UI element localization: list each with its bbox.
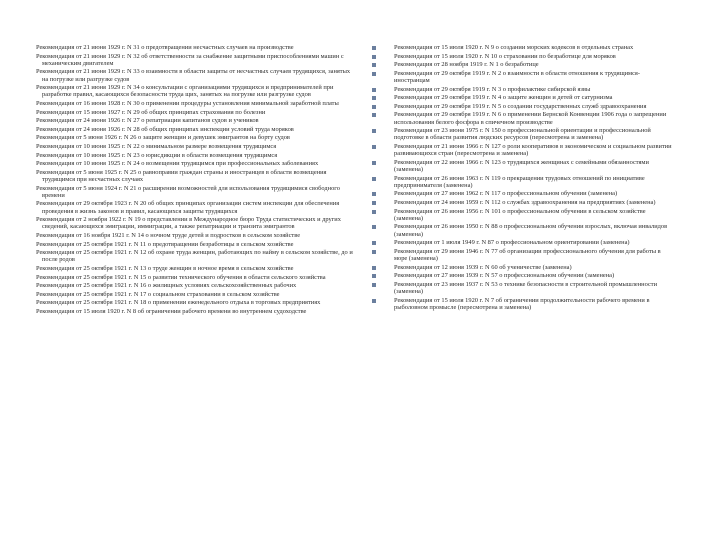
recommendation-text: Рекомендация от 15 июля 1920 г. N 10 о страховании по безработице для моряков — [394, 52, 616, 60]
square-bullet-icon — [372, 96, 376, 100]
recommendation-text: Рекомендация от 29 октября 1919 г. N 4 о защите женщин и детей от сатурнизма — [394, 94, 613, 102]
recommendation-text: Рекомендация от 29 октября 1919 г. N 6 о применении Бернской Конвенции 1906 года о запрещении использования белого фосфора в спичечном производстве — [394, 111, 667, 126]
recommendation-text: Рекомендация от 12 июня 1939 г. N 60 об ученичестве (заменена) — [394, 263, 572, 271]
recommendation-item — [36, 299, 354, 306]
recommendation-item — [36, 152, 354, 159]
recommendation-text: Рекомендация от 16 ноября 1921 г. N 14 о ночном труде детей и подростков в сельском хозяйстве — [36, 231, 301, 239]
recommendation-text: Рекомендация от 5 июня 1926 г. N 26 о защите женщин и девушек эмигрантов на борту судов — [36, 134, 290, 142]
recommendation-item — [36, 274, 354, 281]
recommendation-text: Рекомендация от 5 июня 1924 г. N 21 о расширении возможностей для использования трудящимися свободного времени — [36, 184, 340, 199]
recommendation-text: Рекомендация от 24 июня 1926 г. N 27 о репатриации капитанов судов и учеников — [36, 117, 259, 125]
square-bullet-icon — [372, 161, 376, 165]
square-bullet-icon — [372, 177, 376, 181]
recommendation-item — [372, 190, 672, 197]
square-bullet-icon — [372, 210, 376, 214]
recommendation-item — [372, 199, 672, 206]
left-column-list — [36, 44, 354, 316]
recommendation-item — [36, 100, 354, 107]
recommendation-item — [36, 160, 354, 167]
recommendation-item — [372, 70, 672, 84]
right-column-list — [372, 44, 672, 312]
recommendation-text: Рекомендация от 16 июня 1928 г. N 30 о применении процедуры установления минимальной заработной платы — [36, 99, 339, 107]
recommendation-text: Рекомендация от 29 июня 1946 г. N 77 об организации профессионального обучения для работы в море (заменена) — [394, 247, 661, 262]
recommendation-item — [372, 44, 672, 51]
recommendation-item — [372, 103, 672, 110]
recommendation-item — [372, 175, 672, 189]
recommendation-item — [36, 126, 354, 133]
recommendation-item — [372, 208, 672, 222]
square-bullet-icon — [372, 250, 376, 254]
recommendation-text: Рекомендация от 5 июня 1925 г. N 25 о равноправии граждан страны и иностранцев в области возмещения трудящимся при несчастных случаях — [36, 168, 327, 183]
recommendation-item — [36, 249, 354, 263]
recommendation-item — [36, 117, 354, 124]
recommendation-text: Рекомендация от 26 июня 1956 г. N 101 о профессиональном обучении в сельском хозяйстве (заменена) — [394, 207, 646, 222]
recommendation-item — [372, 281, 672, 295]
recommendation-text: Рекомендация от 21 июня 1929 г. N 31 о предотвращении несчастных случаев на производстве — [36, 44, 294, 51]
square-bullet-icon — [372, 266, 376, 270]
recommendation-item — [372, 264, 672, 271]
square-bullet-icon — [372, 192, 376, 196]
square-bullet-icon — [372, 299, 376, 303]
recommendation-text: Рекомендация от 1 июля 1949 г. N 87 о профессиональном ориентировании (заменена) — [394, 239, 630, 247]
recommendation-item — [372, 86, 672, 93]
square-bullet-icon — [372, 145, 376, 149]
recommendation-text: Рекомендация от 10 июня 1925 г. N 23 о юрисдикции в области возмещения трудящимся — [36, 151, 278, 159]
recommendation-item — [36, 200, 354, 214]
recommendation-item — [36, 68, 354, 82]
square-bullet-icon — [372, 88, 376, 92]
recommendation-text: Рекомендация от 21 июня 1929 г. N 32 об ответственности за снабжение защитными приспособлениями машин с механическим двигателем — [36, 52, 344, 67]
recommendation-item — [36, 241, 354, 248]
square-bullet-icon — [372, 283, 376, 287]
square-bullet-icon — [372, 241, 376, 245]
recommendation-text: Рекомендация от 24 июня 1926 г. N 28 об общих принципах инспекции условий труда моряков — [36, 125, 294, 133]
recommendation-text: Рекомендация от 10 июня 1925 г. N 24 о возмещении трудящимся при профессиональных заболеваниях — [36, 160, 319, 168]
recommendation-text: Рекомендация от 15 июля 1920 г. N 7 об ограничении продолжительности рабочего времени в рыболовном промысле (пересмотрена и заменена) — [394, 296, 650, 311]
recommendation-item — [36, 265, 354, 272]
recommendation-item — [372, 53, 672, 60]
recommendation-item — [372, 159, 672, 173]
recommendation-text: Рекомендация от 29 октября 1919 г. N 5 о создании государственных служб здравоохранения — [394, 102, 647, 110]
recommendation-text: Рекомендация от 25 октября 1921 г. N 13 о труде женщин в ночное время в сельском хозяйстве — [36, 264, 294, 272]
recommendation-text: Рекомендация от 21 июня 1929 г. N 34 о консультации с организациями трудящихся и предпринимателей при разработке правил, касающихся безопасности труда щих, занятых на погрузке или разгрузке судов — [36, 84, 334, 99]
recommendation-text: Рекомендация от 22 июня 1966 г. N 123 о трудящихся женщинах с семейными обязанностями (заменена) — [394, 158, 649, 173]
recommendation-text: Рекомендация от 15 июня 1927 г. N 29 об общих принципах страхования по болезни — [36, 108, 266, 116]
recommendation-text: Рекомендация от 27 июня 1962 г. N 117 о профессиональном обучении (заменена) — [394, 190, 618, 198]
recommendation-item — [372, 239, 672, 246]
recommendation-item — [36, 84, 354, 98]
recommendation-text: Рекомендация от 25 октября 1921 г. N 12 об охране труда женщин, работающих по найму в сельском хозяйстве, до и после родов — [36, 249, 353, 264]
square-bullet-icon — [372, 274, 376, 278]
recommendation-item — [36, 216, 354, 230]
recommendation-item — [36, 109, 354, 116]
recommendation-text: Рекомендация от 29 октября 1919 г. N 3 о профилактике сибирской язвы — [394, 85, 591, 93]
recommendation-text: Рекомендация от 2 ноября 1922 г. N 19 о представлении в Международное бюро Труда статистических и других сведений, касающихся эмиграции, иммиграции, а также репатриации и транзита эмигрантов — [36, 216, 341, 231]
recommendation-text: Рекомендация от 27 июня 1939 г. N 57 о профессиональном обучении (заменена) — [394, 272, 615, 280]
square-bullet-icon — [372, 63, 376, 67]
square-bullet-icon — [372, 72, 376, 76]
recommendation-item — [372, 94, 672, 101]
square-bullet-icon — [372, 55, 376, 59]
square-bullet-icon — [372, 113, 376, 117]
recommendation-item — [372, 272, 672, 279]
recommendation-text: Рекомендация от 25 октября 1921 г. N 16 о жилищных условиях сельскохозяйственных рабочих — [36, 282, 297, 290]
square-bullet-icon — [372, 46, 376, 50]
recommendation-item — [372, 143, 672, 157]
recommendation-text: Рекомендация от 23 июня 1975 г. N 150 о профессиональной ориентации и профессиональной подготовке в области развития людских ресурсов (пересмотрена и заменена) — [394, 127, 651, 142]
square-bullet-icon — [372, 129, 376, 133]
recommendation-text: Рекомендация от 21 июня 1966 г. N 127 о роли кооперативов в экономическом и социальном развитии развивающихся стран (пересмотрена и заменена) — [394, 142, 672, 158]
recommendation-item — [372, 297, 672, 311]
recommendation-item — [36, 143, 354, 150]
recommendation-text: Рекомендация от 25 октября 1921 г. N 15 о развитии технического обучения в области сельского хозяйства — [36, 273, 326, 281]
recommendation-text: Рекомендация от 15 июля 1920 г. N 9 о создании морских кодексов в отдельных странах — [394, 44, 634, 51]
recommendation-item — [36, 44, 354, 51]
recommendation-item — [36, 185, 354, 199]
recommendation-text: Рекомендация от 29 октября 1923 г. N 20 об общих принципах организации систем инспекции для обеспечения проведения в жизнь законов и правил, касающихся защиты трудящихся — [36, 200, 340, 215]
square-bullet-icon — [372, 225, 376, 229]
recommendation-text: Рекомендация от 26 июня 1950 г. N 88 о профессиональном обучении взрослых, включая инвалидов (заменена) — [394, 223, 668, 238]
square-bullet-icon — [372, 105, 376, 109]
recommendation-text: Рекомендация от 10 июня 1925 г. N 22 о минимальном размере возмещения трудящимся — [36, 142, 277, 150]
recommendation-text: Рекомендация от 26 июня 1963 г. N 119 о прекращении трудовых отношений по инициативе предпринимателя (заменена) — [394, 174, 645, 189]
recommendation-item — [372, 127, 672, 141]
recommendation-item — [36, 282, 354, 289]
recommendation-item — [372, 111, 672, 125]
recommendation-item — [36, 53, 354, 67]
recommendation-item — [372, 223, 672, 237]
recommendation-text: Рекомендация от 24 июня 1959 г. N 112 о службах здравоохранения на предприятиях (заменена) — [394, 198, 656, 206]
recommendation-item — [36, 134, 354, 141]
recommendation-item — [36, 291, 354, 298]
recommendation-text: Рекомендация от 25 октября 1921 г. N 17 о социальном страховании в сельском хозяйстве — [36, 290, 280, 298]
recommendation-text: Рекомендация от 25 октября 1921 г. N 11 о предотвращении безработицы в сельском хозяйстве — [36, 240, 294, 248]
recommendation-item — [36, 308, 354, 315]
recommendation-text: Рекомендация от 29 октября 1919 г. N 2 о взаимности в области отношения к трудящимся-иностранцам — [394, 69, 640, 84]
recommendation-text: Рекомендация от 23 июня 1937 г. N 53 о технике безопасности в строительной промышленности (заменена) — [394, 280, 657, 295]
recommendation-text: Рекомендация от 28 ноября 1919 г. N 1 о безработице — [394, 61, 539, 69]
recommendation-text: Рекомендация от 21 июня 1929 г. N 33 о взаимности в области защиты от несчастных случаев трудящихся, занятых на погрузке или разгрузке судов — [36, 68, 351, 83]
recommendation-item — [36, 232, 354, 239]
square-bullet-icon — [372, 201, 376, 205]
recommendation-item — [372, 61, 672, 68]
recommendation-item — [36, 169, 354, 183]
recommendation-item — [372, 248, 672, 262]
recommendation-text: Рекомендация от 15 июля 1920 г. N 8 об ограничении рабочего времени во внутреннем судоходстве — [36, 307, 307, 315]
recommendation-text: Рекомендация от 25 октября 1921 г. N 18 о применении еженедельного отдыха в торговых предприятиях — [36, 299, 321, 307]
